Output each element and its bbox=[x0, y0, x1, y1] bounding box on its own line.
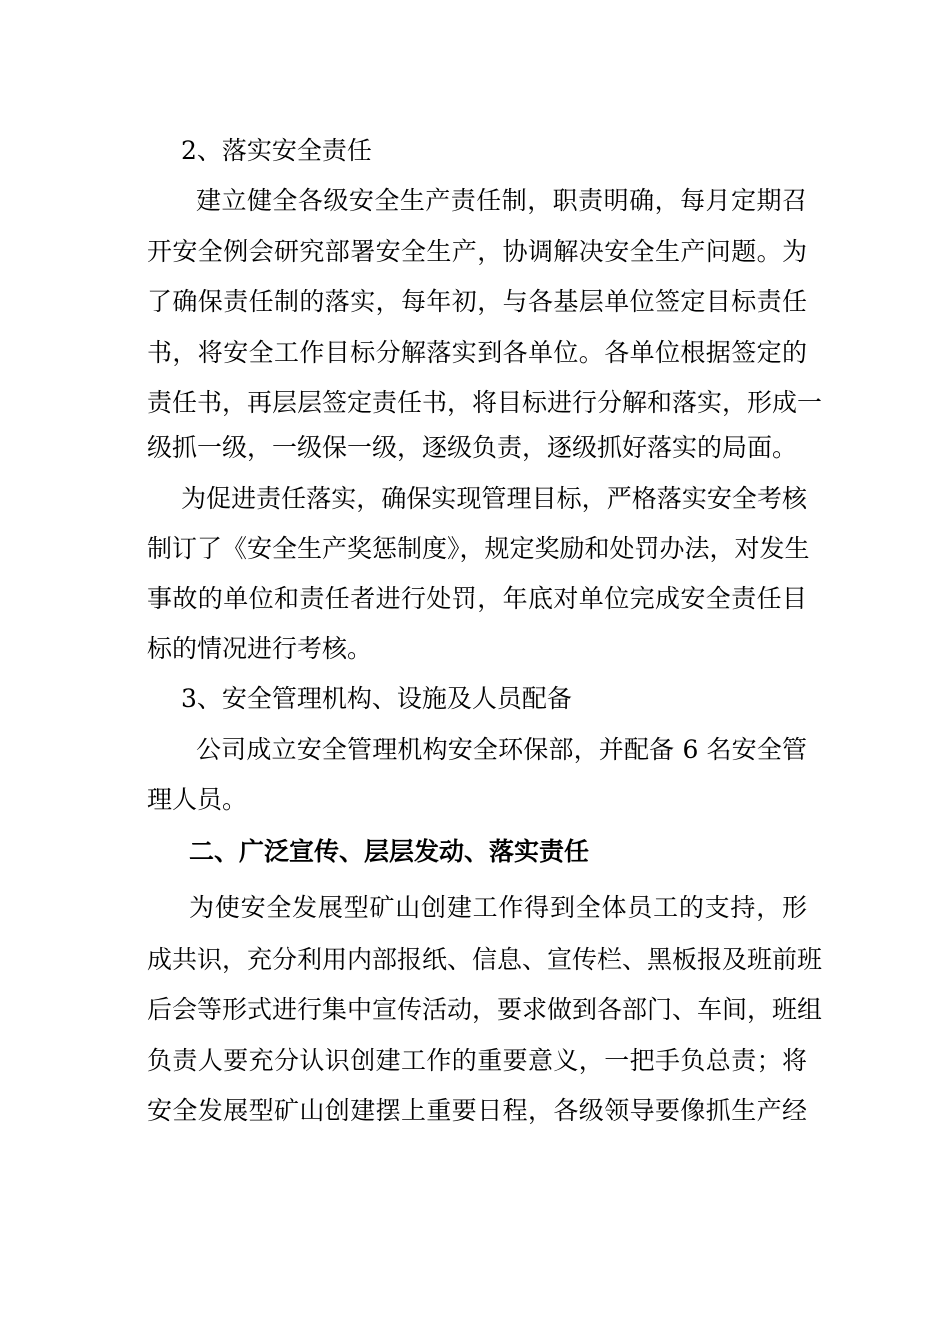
paragraph-line: 成共识，充分利用内部报纸、信息、宣传栏、黑板报及班前班 bbox=[147, 945, 823, 974]
paragraph-line: 安全发展型矿山创建摆上重要日程，各级领导要像抓生产经 bbox=[147, 1096, 807, 1125]
paragraph-line: 理人员。 bbox=[147, 785, 248, 814]
paragraph-line: 责任书，再层层签定责任书，将目标进行分解和落实，形成一 bbox=[147, 388, 823, 417]
paragraph-line: 开安全例会研究部署安全生产，协调解决安全生产问题。为 bbox=[147, 237, 807, 266]
paragraph-line: 为促进责任落实，确保实现管理目标，严格落实安全考核 bbox=[181, 484, 807, 513]
part-heading-2: 二、广泛宣传、层层发动、落实责任 bbox=[189, 837, 590, 866]
paragraph-line: 后会等形式进行集中宣传活动，要求做到各部门、车间，班组 bbox=[147, 995, 823, 1024]
paragraph-line: 事故的单位和责任者进行处罚，年底对单位完成安全责任目 bbox=[147, 584, 807, 613]
paragraph-line: 负责人要充分认识创建工作的重要意义，一把手负总责；将 bbox=[147, 1046, 807, 1075]
paragraph-line: 制订了《安全生产奖惩制度》，规定奖励和处罚办法，对发生 bbox=[147, 534, 810, 563]
paragraph-line: 为使安全发展型矿山创建工作得到全体员工的支持，形 bbox=[189, 893, 807, 922]
paragraph-line: 标的情况进行考核。 bbox=[147, 634, 373, 663]
paragraph-line: 了确保责任制的落实，每年初，与各基层单位签定目标责任 bbox=[147, 287, 807, 316]
paragraph-line: 公司成立安全管理机构安全环保部，并配备 6 名安全管 bbox=[196, 735, 807, 764]
section-heading-2: 2、落实安全责任 bbox=[181, 136, 372, 165]
paragraph-line: 建立健全各级安全生产责任制，职责明确，每月定期召 bbox=[196, 186, 807, 215]
section-heading-3: 3、安全管理机构、设施及人员配备 bbox=[181, 684, 572, 713]
paragraph-line: 级抓一级，一级保一级，逐级负责，逐级抓好落实的局面。 bbox=[147, 433, 798, 462]
paragraph-line: 书，将安全工作目标分解落实到各单位。各单位根据签定的 bbox=[147, 338, 807, 367]
